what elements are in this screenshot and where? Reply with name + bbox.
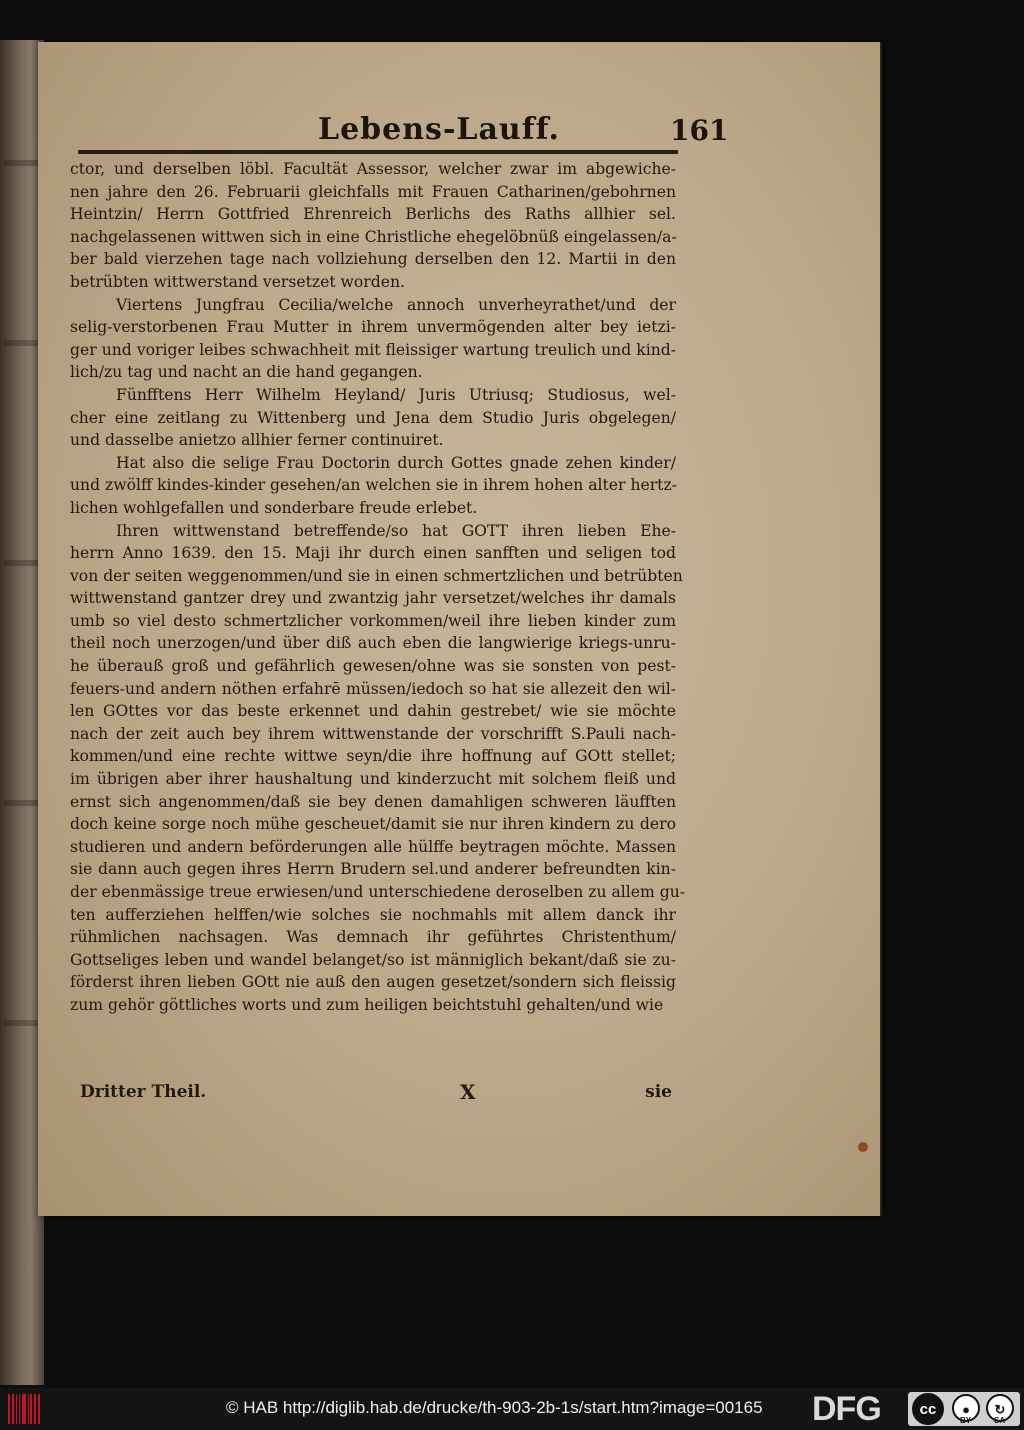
text-line: im übrigen aber ihrer haushaltung und kinderzucht mit solchem fleiß und — [70, 770, 676, 789]
text-line: theil noch unerzogen/und über diß auch eben die langwierige kriegs-unru- — [70, 634, 676, 653]
text-line: Viertens Jungfrau Cecilia/welche annoch unverheyrathet/und der — [116, 295, 676, 314]
text-line: cher eine zeitlang zu Wittenberg und Jena dem Studio Juris obgelegen/ — [70, 408, 676, 427]
running-head: Lebens-Lauff. — [318, 112, 560, 147]
bleed-through-mark — [4, 340, 38, 346]
bleed-through-mark — [4, 560, 38, 566]
bleed-through-mark — [4, 160, 38, 166]
text-line: lich/zu tag und nacht an die hand gegangen. — [70, 363, 423, 382]
credit-footer — [0, 1388, 1024, 1430]
text-line: nachgelassenen wittwen sich in eine Christliche ehegelöbnüß eingelassen/a- — [70, 227, 677, 246]
text-line: len GOttes vor das beste erkennet und dahin gestrebet/ wie sie möchte — [70, 702, 676, 721]
bleed-through-mark — [4, 1020, 38, 1026]
text-line: ger und voriger leibes schwachheit mit fleissiger wartung treulich und kind- — [70, 340, 676, 359]
text-line: feuers-und andern nöthen erfahrē müssen/iedoch so hat sie allezeit den wil- — [70, 679, 676, 698]
by-person-icon: ● — [952, 1394, 980, 1422]
text-line: der ebenmässige treue erwiesen/und unterschiedene deroselben zu allem gu- — [70, 883, 686, 901]
text-line: Fünfftens Herr Wilhelm Heyland/ Juris Utriusq; Studiosus, wel- — [116, 385, 676, 404]
text-line: doch keine sorge noch mühe gescheuet/damit sie nur ihren kindern zu dero — [70, 815, 676, 834]
text-line: nach der zeit auch bey ihrem wittwenstande der vorschrifft S.Pauli nach- — [70, 724, 676, 743]
text-line: herrn Anno 1639. den 15. Maji ihr durch einen sanfften und seligen tod — [70, 544, 676, 563]
text-line: sie dann auch gegen ihres Herrn Brudern sel.und anderer befreundten kin- — [70, 860, 676, 879]
text-line: wittwenstand gantzer drey und zwantzig jahr versetzet/welches ihr damals — [70, 589, 676, 608]
cc-icon: cc — [912, 1393, 944, 1425]
by-label: BY — [960, 1416, 972, 1425]
book-page — [38, 42, 882, 1216]
text-line: Heintzin/ Herrn Gottfried Ehrenreich Berlichs des Raths allhier sel. — [70, 205, 676, 224]
text-line: ctor, und derselben löbl. Facultät Assessor, welcher zwar im abgewiche- — [70, 160, 676, 178]
paper-stain — [858, 1142, 868, 1152]
text-line: nen jahre den 26. Februarii gleichfalls mit Frauen Catharinen/gebohrnen — [70, 182, 676, 201]
text-line: Hat also die selige Frau Doctorin durch Gottes gnade zehen kinder/ — [116, 453, 676, 472]
body-text — [70, 158, 686, 1017]
text-line: und dasselbe anietzo allhier ferner continuiret. — [70, 431, 444, 450]
page-number: 161 — [670, 114, 729, 147]
header-rule — [78, 150, 678, 154]
text-line: Gottseliges leben und wandel belanget/so ist männiglich bekant/daß sie zu- — [70, 950, 676, 969]
text-line: studieren und andern beförderungen alle hülffe beytragen möchte. Massen — [70, 837, 676, 856]
share-alike-icon: ↻ — [986, 1394, 1014, 1422]
text-line: und zwölff kindes-kinder gesehen/an welchen sie in ihrem hohen alter hertz- — [70, 476, 677, 495]
text-line: ber bald vierzehen tage nach vollziehung derselben den 12. Martii in den — [70, 250, 676, 269]
text-line: selig-verstorbenen Frau Mutter in ihrem unvermögenden alter bey ietzi- — [70, 318, 676, 337]
credit-link[interactable]: © HAB http://diglib.hab.de/drucke/th-903-2b-1s/start.htm?image=00165 — [226, 1398, 763, 1417]
text-line: ernst sich angenommen/daß sie bey denen damahligen schweren läufften — [70, 792, 676, 811]
text-line: umb so viel desto schmertzlicher vorkommen/weil ihre lieben kinder zum — [70, 611, 676, 630]
dfg-logo: DFG — [812, 1390, 881, 1428]
cc-license-badge[interactable] — [908, 1392, 1020, 1426]
page-footer — [80, 1082, 672, 1108]
text-line: kommen/und eine rechte wittwe seyn/die ihre hoffnung auf GOtt stellet; — [70, 747, 676, 766]
text-line: ten aufferziehen helffen/wie solches sie nochmahls mit allem danck ihr — [70, 905, 676, 924]
signature-mark: Dritter Theil. — [80, 1082, 207, 1102]
text-line: zum gehör göttliches worts und zum heiligen beichtstuhl gehalten/und wie — [70, 995, 664, 1014]
catchword: sie — [645, 1082, 672, 1102]
text-line: Ihren wittwenstand betreffende/so hat GOTT ihren lieben Ehe- — [116, 521, 676, 540]
text-line: lichen wohlgefallen und sonderbare freude erlebet. — [70, 498, 478, 517]
text-line: he überauß groß und gefährlich gewesen/ohne was sie sonsten von pest- — [70, 657, 676, 676]
text-line: rühmlichen nachsagen. Was demnach ihr geführtes Christenthum/ — [70, 928, 676, 947]
text-line: förderst ihren lieben GOtt nie auß den augen gesetzet/sondern sich fleissig — [70, 973, 676, 992]
sa-label: SA — [994, 1416, 1006, 1425]
bleed-through-mark — [4, 800, 38, 806]
text-line: von der seiten weggenommen/und sie in einen schmertzlichen und betrübten — [70, 566, 683, 585]
text-line: betrübten wittwerstand versetzet worden. — [70, 272, 405, 291]
gathering-mark: X — [460, 1080, 476, 1104]
barcode-icon — [8, 1394, 40, 1424]
